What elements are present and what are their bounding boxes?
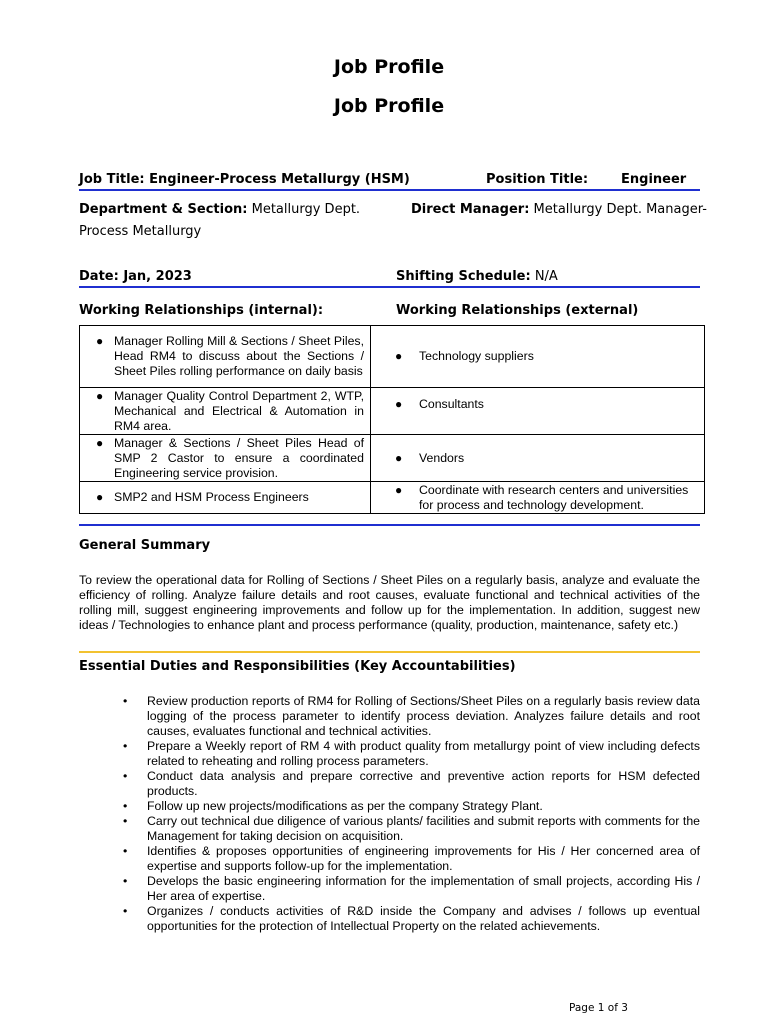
bullet-icon: ● — [395, 482, 403, 497]
bullet-icon: ● — [395, 349, 403, 363]
bullet-icon: • — [123, 904, 128, 918]
list-item: • Organizes / conducts activities of R&D inside the Company and advises / follows up eventual opportunities for the protection of Intellectual Property on the related achievements. — [123, 904, 700, 933]
list-item: • Review production reports of RM4 for Rolling of Sections/Sheet Piles on a regularly basis review data logging of the process parameter to identify process deviation. Analyzes failure details and root causes, evaluates functional and technical activities. — [123, 694, 700, 738]
list-item: • Develops the basic engineering information for the implementation of small projects, according His / Her area of expertise. — [123, 874, 700, 903]
job-title: Job Title: Engineer-Process Metallurgy (HSM) — [79, 172, 410, 187]
table-row — [80, 482, 705, 514]
divider-rule — [79, 286, 700, 288]
external-relationships-heading: Working Relationships (external) — [396, 303, 639, 318]
bullet-icon: • — [123, 799, 128, 813]
external-relationship: Technology suppliers — [419, 349, 534, 363]
internal-relationship: Manager & Sections / Sheet Piles Head of SMP 2 Castor to ensure a coordinated Engineering service provision. — [114, 435, 364, 480]
relationships-table — [79, 325, 705, 514]
position-title-value: Engineer — [621, 172, 687, 187]
duties-heading: Essential Duties and Responsibilities (Key Accountabilities) — [79, 659, 516, 674]
department-section: Department & Section: Metallurgy Dept. — [79, 202, 361, 217]
bullet-icon: ● — [395, 450, 403, 465]
general-summary-heading: General Summary — [79, 538, 211, 553]
page-subtitle: Job Profile — [333, 95, 445, 117]
bullet-icon: ● — [96, 435, 104, 450]
bullet-icon: • — [123, 769, 128, 783]
table-row — [80, 326, 705, 388]
page-number: Page 1 of 3 — [569, 1002, 628, 1014]
divider-rule — [79, 189, 700, 191]
table-row — [80, 435, 705, 482]
table-row — [80, 388, 705, 435]
bullet-icon: ● — [96, 334, 104, 348]
page-title: Job Profile — [333, 56, 445, 78]
bullet-icon: ● — [96, 490, 104, 504]
direct-manager: Direct Manager: Metallurgy Dept. Manager- — [411, 202, 707, 217]
bullet-icon: ● — [395, 397, 403, 411]
bullet-icon: ● — [96, 388, 104, 403]
date: Date: Jan, 2023 — [79, 269, 192, 284]
list-item: • Follow up new projects/modifications as per the company Strategy Plant. — [123, 799, 543, 813]
divider-rule — [79, 524, 700, 526]
bullet-icon: • — [123, 694, 128, 708]
general-summary-text: To review the operational data for Rolling of Sections / Sheet Piles on a regularly basis, analyze and evaluate the efficiency of rolling. Analyze failure details and root causes, evaluate functional and technical activities of the rolling mill, suggest engineering improvements and follow up for the implementation. In addition, suggest new ideas / Technologies to enhance plant and process performance (quality, production, maintenance, safety etc.) — [79, 573, 700, 632]
shifting-schedule: Shifting Schedule: N/A — [396, 269, 558, 284]
internal-relationships-heading: Working Relationships (internal): — [79, 303, 324, 318]
external-relationship: Vendors — [419, 450, 465, 465]
internal-relationship: Manager Rolling Mill & Sections / Sheet Piles, Head RM4 to discuss about the Sections / Sheet Piles rolling performance on daily basis — [114, 334, 364, 378]
internal-relationship: Manager Quality Control Department 2, WTP, Mechanical and Electrical & Automation in RM4 area. — [114, 388, 364, 433]
internal-relationship: SMP2 and HSM Process Engineers — [114, 490, 309, 504]
bullet-icon: • — [123, 739, 128, 753]
position-title-label: Position Title: — [486, 172, 589, 187]
bullet-icon: • — [123, 814, 128, 828]
list-item: • Carry out technical due diligence of various plants/ facilities and submit reports with comments for the Management for taking decision on acquisition. — [123, 814, 700, 843]
department-section-cont: Process Metallurgy — [79, 224, 202, 239]
external-relationship: Consultants — [419, 397, 484, 411]
duties-list — [0, 694, 700, 934]
external-relationship: Coordinate with research centers and universities for process and technology development. — [419, 482, 689, 512]
list-item: • Conduct data analysis and prepare corrective and preventive action reports for HSM defected products. — [123, 769, 700, 798]
bullet-icon: • — [123, 844, 128, 858]
divider-rule — [79, 651, 700, 653]
bullet-icon: • — [123, 874, 128, 888]
list-item: • Prepare a Weekly report of RM 4 with product quality from metallurgy point of view including defects related to reheating and rolling process parameters. — [123, 739, 700, 768]
list-item: • Identifies & proposes opportunities of engineering improvements for His / Her concerned area of expertise and supports follow-up for the implementation. — [123, 844, 700, 873]
